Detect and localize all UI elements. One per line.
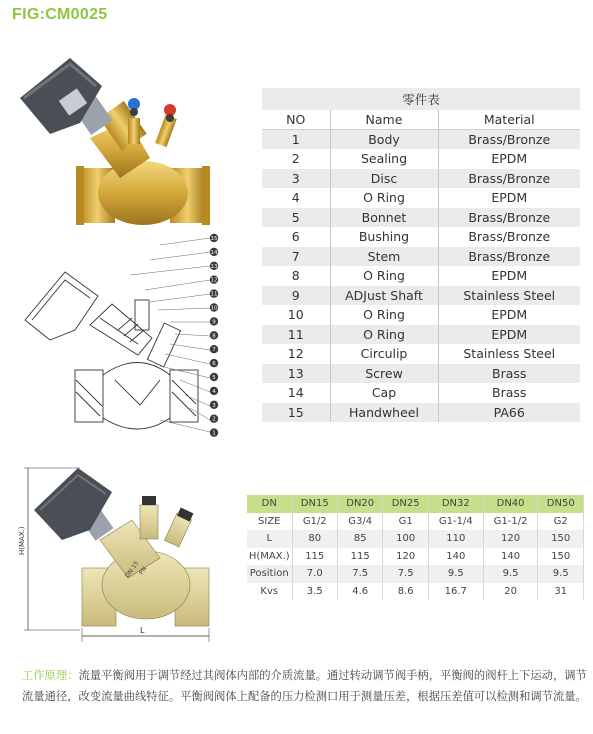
parts-row [262,266,580,286]
parts-cell-material: EPDM [438,149,580,169]
parts-cell-material: EPDM [438,325,580,345]
parts-cell-name: O Ring [330,266,438,286]
parts-cell-no: 9 [262,286,330,306]
callout-number: 15 [210,236,218,242]
dimension-cell: 80 [292,530,337,548]
parts-cell-name: Body [330,130,438,150]
parts-cell-name: ADJust Shaft [330,286,438,306]
parts-cell-no: 4 [262,188,330,208]
dimension-header-row [247,495,584,513]
parts-cell-material: Brass [438,383,580,403]
callout-number: 12 [210,277,218,284]
height-label: H(MAX.) [18,526,26,555]
callout-number: 2 [212,416,216,423]
dimension-cell: 140 [428,548,483,566]
parts-row [262,169,580,189]
dimension-row-label: Position [247,565,292,583]
parts-cell-name: Circulip [330,344,438,364]
callout-number: 1 [212,430,216,437]
dimension-drawing [20,460,240,645]
parts-cell-name: Cap [330,383,438,403]
dimension-row [247,565,584,583]
length-label: L [140,626,145,635]
body-mark: DN 15 [123,559,141,580]
parts-cell-no: 13 [262,364,330,384]
dimension-cell: 120 [483,530,538,548]
parts-cell-name: O Ring [330,325,438,345]
callout-number: 7 [212,347,216,354]
dimension-header-cell: DN20 [337,495,382,513]
parts-cell-material: Stainless Steel [438,344,580,364]
dimension-cell: 7.0 [292,565,337,583]
dimension-cell: G1/2 [292,513,337,531]
dimension-cell: 150 [538,530,584,548]
col-header-material: Material [438,110,580,130]
parts-table-caption: 零件表 [262,88,580,110]
parts-cell-material: Brass/Bronze [438,169,580,189]
section-drawing [20,230,235,435]
parts-row [262,383,580,403]
dimension-cell: 100 [383,530,428,548]
parts-cell-no: 7 [262,247,330,267]
dimension-cell: 115 [337,548,382,566]
dimension-row [247,513,584,531]
body-mark-2: PN [137,565,149,577]
parts-cell-material: Brass [438,364,580,384]
parts-row [262,149,580,169]
dimension-cell: 9.5 [483,565,538,583]
dimension-row [247,530,584,548]
parts-row [262,305,580,325]
dimension-cell: 9.5 [538,565,584,583]
working-principle [22,665,587,707]
parts-row [262,227,580,247]
parts-cell-material: Brass/Bronze [438,208,580,228]
parts-cell-no: 10 [262,305,330,325]
dimension-cell: 140 [483,548,538,566]
callout-number: 13 [210,263,218,270]
dimension-table [247,495,584,600]
dimension-row [247,548,584,566]
parts-cell-name: Screw [330,364,438,384]
parts-cell-material: EPDM [438,266,580,286]
working-principle-text: 流量平衡阀用于调节经过其阀体内部的介质流量。通过转动调节阀手柄，平衡阀的阀杆上下运动，调节流量通径，改变流量曲线特征。平衡阀阀体上配备的压力检测口用于测量压差，根据压差值可以检测和调节流量。 [22,669,587,703]
dimension-cell: G2 [538,513,584,531]
parts-cell-no: 15 [262,403,330,423]
dimension-header-cell: DN [247,495,292,513]
parts-cell-no: 5 [262,208,330,228]
dimension-cell: 31 [538,583,584,601]
dimension-cell: G1-1/4 [428,513,483,531]
parts-cell-material: Brass/Bronze [438,130,580,150]
parts-row [262,344,580,364]
dimension-cell: G1-1/2 [483,513,538,531]
parts-cell-name: Bonnet [330,208,438,228]
dimension-cell: 4.6 [337,583,382,601]
dimension-cell: 120 [383,548,428,566]
col-header-name: Name [330,110,438,130]
parts-cell-material: Brass/Bronze [438,247,580,267]
parts-cell-no: 3 [262,169,330,189]
callout-number: 11 [210,291,218,298]
dimension-header-cell: DN32 [428,495,483,513]
parts-table [262,88,580,422]
valve-photo [10,38,255,238]
parts-cell-no: 6 [262,227,330,247]
parts-cell-no: 2 [262,149,330,169]
parts-cell-no: 11 [262,325,330,345]
dimension-cell: 150 [538,548,584,566]
dimension-row-label: SIZE [247,513,292,531]
parts-cell-name: Stem [330,247,438,267]
dimension-cell: 16.7 [428,583,483,601]
parts-cell-name: Sealing [330,149,438,169]
parts-cell-no: 8 [262,266,330,286]
working-principle-label: 工作原理： [22,669,79,682]
dimension-cell: 7.5 [383,565,428,583]
dimension-row [247,583,584,601]
dimension-cell: 115 [292,548,337,566]
dimension-cell: 110 [428,530,483,548]
dimension-cell: 8.6 [383,583,428,601]
dimension-row-label: L [247,530,292,548]
dimension-header-cell: DN25 [383,495,428,513]
parts-cell-no: 1 [262,130,330,150]
dimension-cell: 3.5 [292,583,337,601]
parts-row [262,208,580,228]
parts-cell-material: PA66 [438,403,580,423]
parts-row [262,403,580,423]
dimension-cell: 7.5 [337,565,382,583]
parts-row [262,188,580,208]
dimension-cell: 85 [337,530,382,548]
parts-cell-material: Stainless Steel [438,286,580,306]
callout-number: 14 [210,249,218,256]
callout-number: 4 [212,388,216,395]
parts-row [262,247,580,267]
dimension-cell: G3/4 [337,513,382,531]
dimension-header-cell: DN15 [292,495,337,513]
parts-cell-no: 14 [262,383,330,403]
col-header-no: NO [262,110,330,130]
dimension-header-cell: DN40 [483,495,538,513]
parts-row [262,286,580,306]
dimension-cell: 9.5 [428,565,483,583]
callout-number: 9 [212,319,216,326]
parts-row [262,364,580,384]
parts-cell-name: Handwheel [330,403,438,423]
parts-cell-name: O Ring [330,188,438,208]
parts-cell-name: Disc [330,169,438,189]
dimension-row-label: H(MAX.) [247,548,292,566]
dimension-row-label: Kvs [247,583,292,601]
parts-cell-material: Brass/Bronze [438,227,580,247]
parts-cell-name: Bushing [330,227,438,247]
callout-number: 3 [212,402,216,409]
parts-row [262,130,580,150]
figure-title: FIG:CM0025 [12,6,108,23]
parts-cell-material: EPDM [438,305,580,325]
parts-cell-no: 12 [262,344,330,364]
parts-row [262,325,580,345]
dimension-header-cell: DN50 [538,495,584,513]
callout-number: 10 [210,305,218,312]
callout-number: 6 [212,361,216,368]
callout-number: 5 [212,375,216,381]
parts-cell-material: EPDM [438,188,580,208]
dimension-cell: G1 [383,513,428,531]
parts-cell-name: O Ring [330,305,438,325]
callout-number: 8 [212,333,216,340]
dimension-cell: 20 [483,583,538,601]
